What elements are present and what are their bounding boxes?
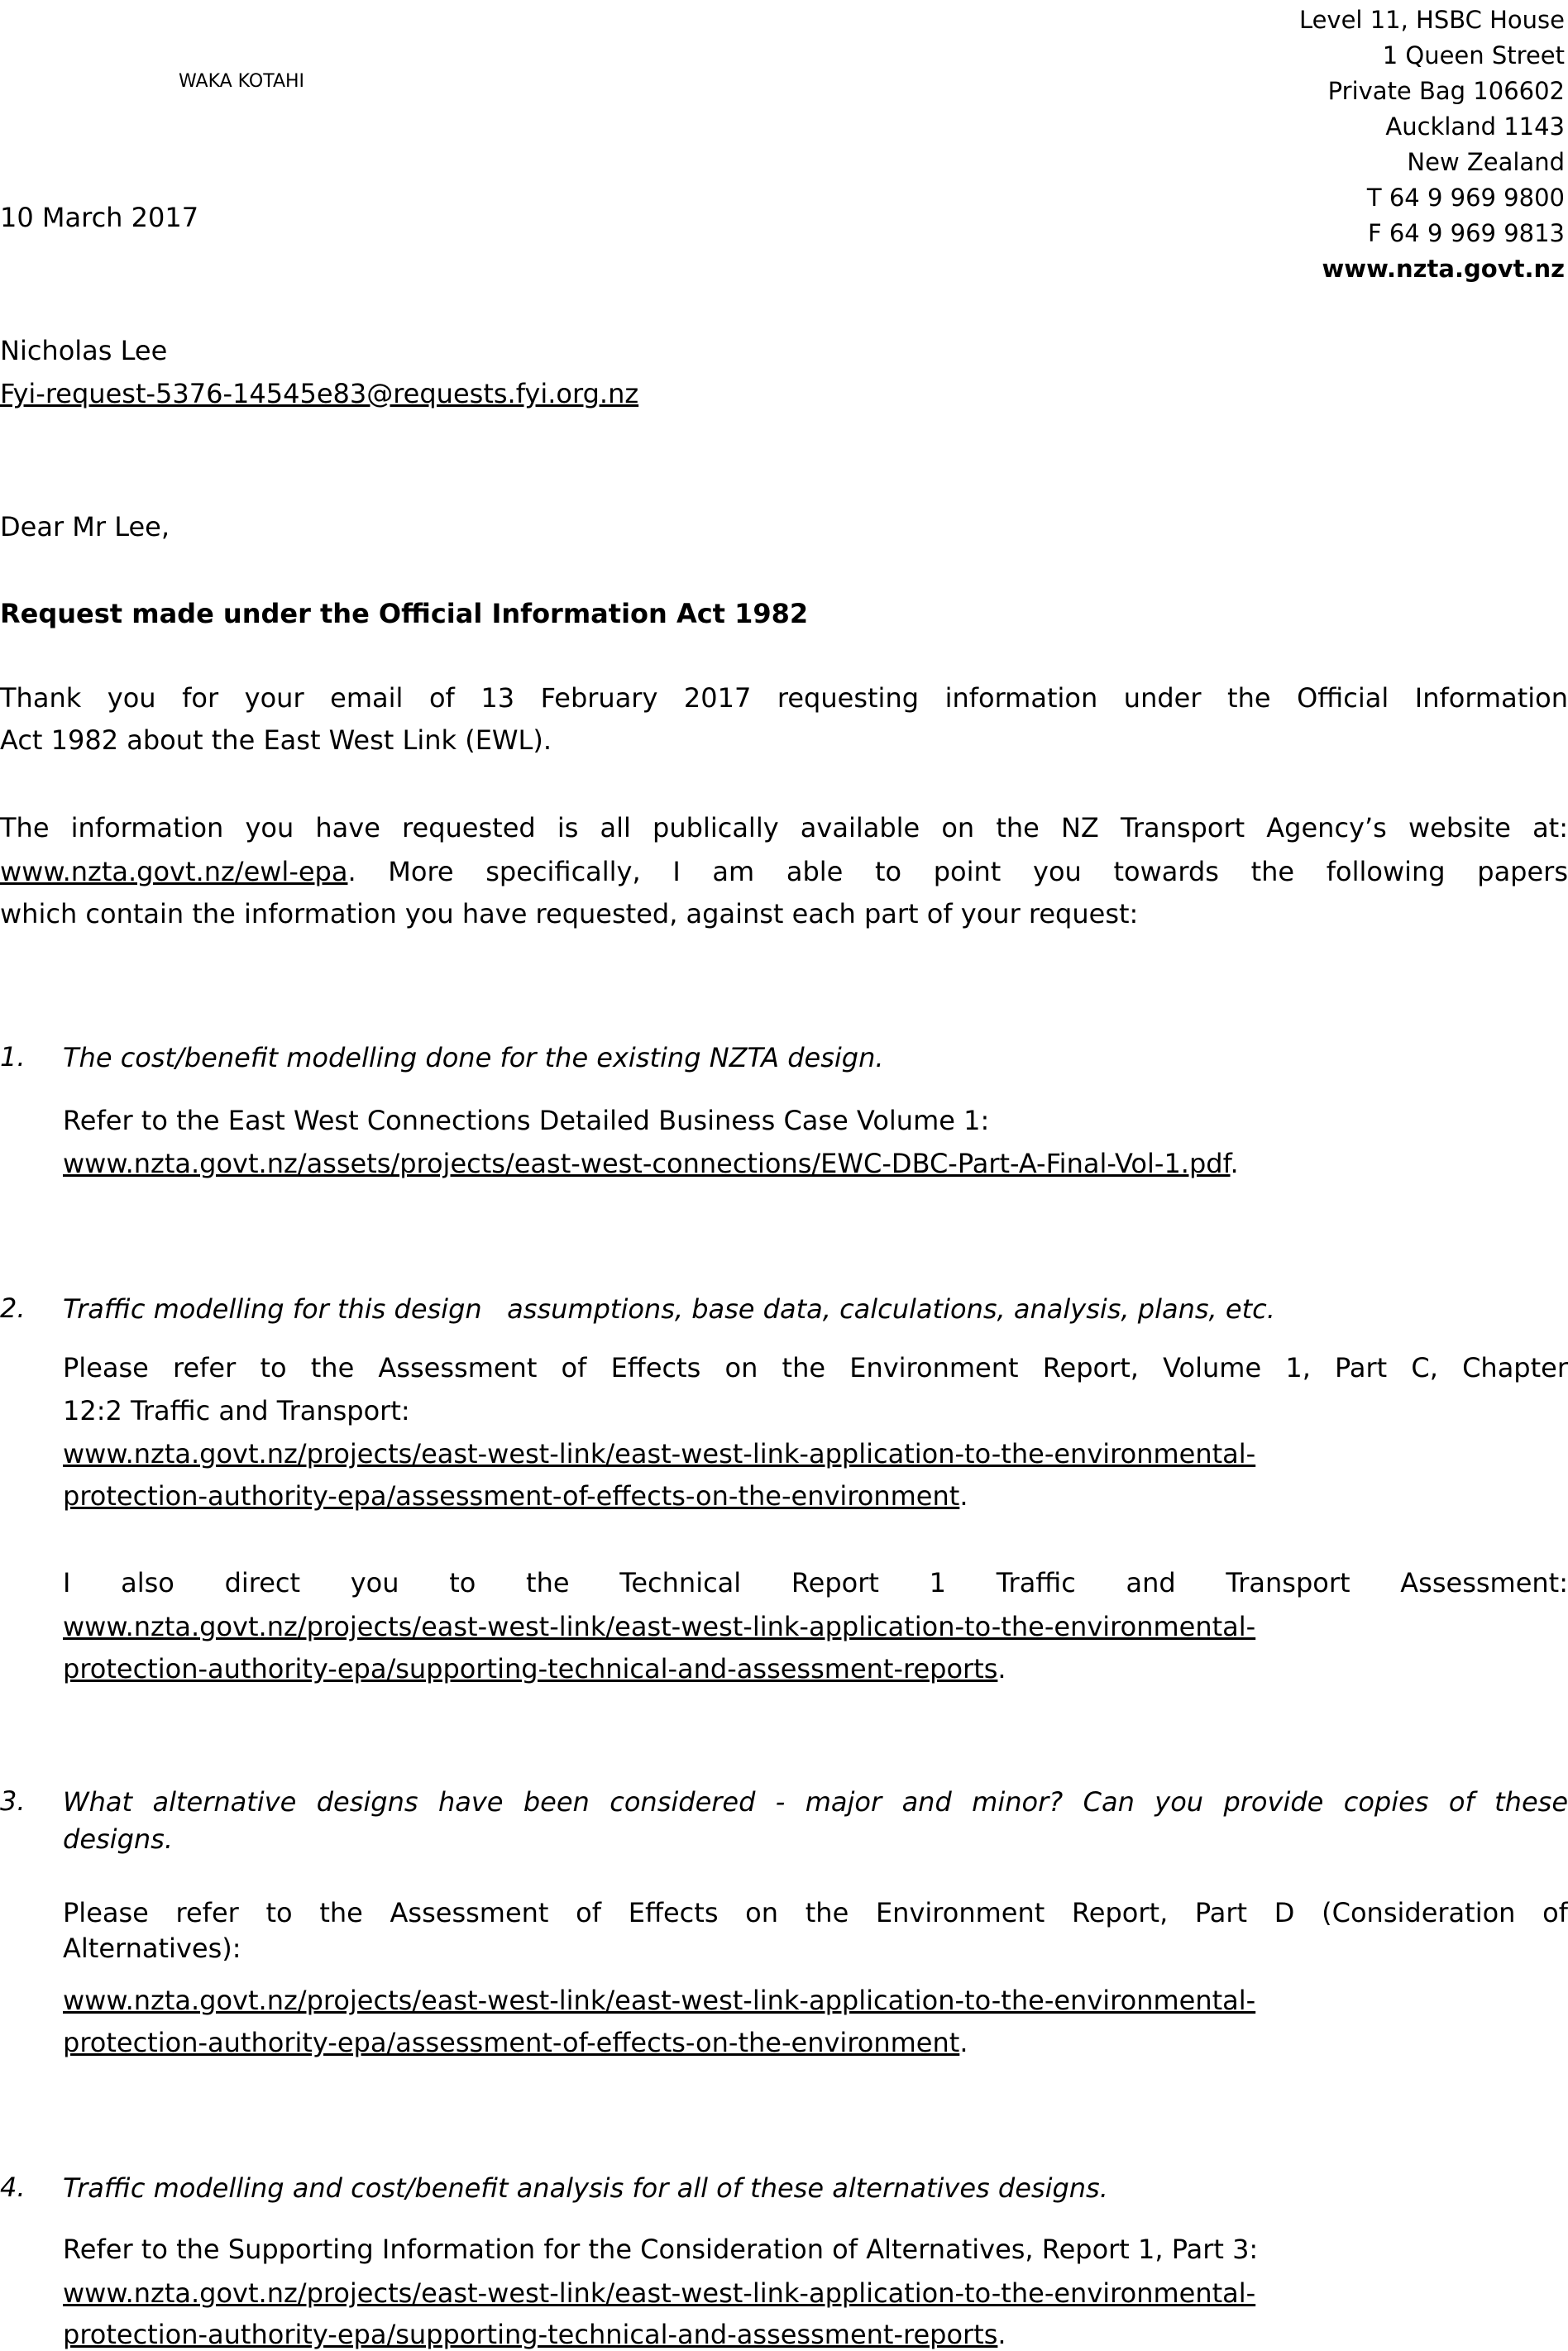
item-link[interactable]: www.nzta.govt.nz/projects/east-west-link/east-west-link-application-to-the-environmental- <box>63 1985 1256 2016</box>
item-link[interactable]: www.nzta.govt.nz/projects/east-west-link/east-west-link-application-to-the-environmental- <box>63 1438 1256 1469</box>
recipient-name: Nicholas Lee <box>0 335 168 366</box>
recipient-email-link[interactable]: Fyi-request-5376-14545e83@requests.fyi.org.nz <box>0 378 639 409</box>
letter-heading: Request made under the Official Information Act 1982 <box>0 598 809 629</box>
punctuation: . <box>997 2319 1006 2350</box>
website-link[interactable]: www.nzta.govt.nz <box>1322 255 1565 283</box>
letter-date: 10 March 2017 <box>0 202 199 233</box>
item-number: 2. <box>0 1293 26 1324</box>
item-link[interactable]: protection-authority-epa/supporting-technical-and-assessment-reports <box>63 1653 998 1684</box>
intro-text <box>0 855 1568 888</box>
item-question: designs. <box>63 1823 173 1855</box>
item-answer: Refer to the Supporting Information for the Consideration of Alternatives, Report 1, Part 3: <box>63 2234 1259 2265</box>
item-question: Traffic modelling and cost/benefit analysis for all of these alternatives designs. <box>63 2172 1108 2204</box>
punctuation: . <box>1230 1148 1239 1179</box>
punctuation: . <box>959 1480 968 1512</box>
item-question: Traffic modelling for this design assumptions, base data, calculations, analysis, plans, etc. <box>63 1293 1275 1325</box>
salutation: Dear Mr Lee, <box>0 511 170 542</box>
item-answer: I also direct you to the Technical Report 1 Traffic and Transport Assessment: <box>63 1567 1568 1598</box>
item-link[interactable]: www.nzta.govt.nz/projects/east-west-link/east-west-link-application-to-the-environmental- <box>63 1611 1256 1642</box>
item-answer: Alternatives): <box>63 1933 241 1964</box>
item-answer: Please refer to the Assessment of Effects on the Environment Report, Part D (Consideration of <box>63 1897 1568 1928</box>
intro-text-rest: . More specifically, I am able to point you towards the following papers <box>347 856 1568 887</box>
item-answer: Refer to the East West Connections Detailed Business Case Volume 1: <box>63 1105 990 1136</box>
logo-text: WAKA KOTAHI <box>179 71 305 92</box>
item-link[interactable]: protection-authority-epa/assessment-of-effects-on-the-environment <box>63 1480 960 1512</box>
address-line: Auckland 1143 <box>1385 112 1565 141</box>
item-question: What alternative designs have been considered - major and minor? Can you provide copies of these <box>63 1786 1568 1818</box>
phone-number: T 64 9 969 9800 <box>1366 184 1565 212</box>
fax-number: F 64 9 969 9813 <box>1367 219 1565 247</box>
item-number: 3. <box>0 1785 26 1817</box>
item-link[interactable]: www.nzta.govt.nz/assets/projects/east-west-connections/EWC-DBC-Part-A-Final-Vol-1.pdf <box>63 1148 1231 1179</box>
address-line: 1 Queen Street <box>1382 41 1565 69</box>
item-number: 1. <box>0 1041 26 1073</box>
item-question: The cost/benefit modelling done for the existing NZTA design. <box>63 1042 884 1073</box>
address-line: New Zealand <box>1407 148 1565 176</box>
item-link[interactable]: www.nzta.govt.nz/projects/east-west-link/east-west-link-application-to-the-environmental- <box>63 2277 1256 2309</box>
intro-text: which contain the information you have requested, against each part of your request: <box>0 898 1139 929</box>
address-line: Level 11, HSBC House <box>1298 6 1565 34</box>
item-link[interactable]: protection-authority-epa/assessment-of-effects-on-the-environment <box>63 2027 960 2058</box>
item-number: 4. <box>0 2172 26 2203</box>
address-line: Private Bag 106602 <box>1327 77 1565 105</box>
intro-text: Act 1982 about the East West Link (EWL). <box>0 724 552 756</box>
punctuation: . <box>997 1653 1006 1684</box>
intro-text: The information you have requested is all publically available on the NZ Transport Agency’s website at: <box>0 812 1568 843</box>
intro-text: Thank you for your email of 13 February 2017 requesting information under the Official Information <box>0 682 1568 714</box>
punctuation: . <box>959 2027 968 2058</box>
item-link[interactable]: protection-authority-epa/supporting-technical-and-assessment-reports <box>63 2319 998 2350</box>
item-answer: Please refer to the Assessment of Effects on the Environment Report, Volume 1, Part C, Chapter <box>63 1352 1568 1383</box>
item-answer: 12:2 Traffic and Transport: <box>63 1395 410 1426</box>
ewl-epa-link[interactable]: www.nzta.govt.nz/ewl-epa <box>0 856 348 887</box>
